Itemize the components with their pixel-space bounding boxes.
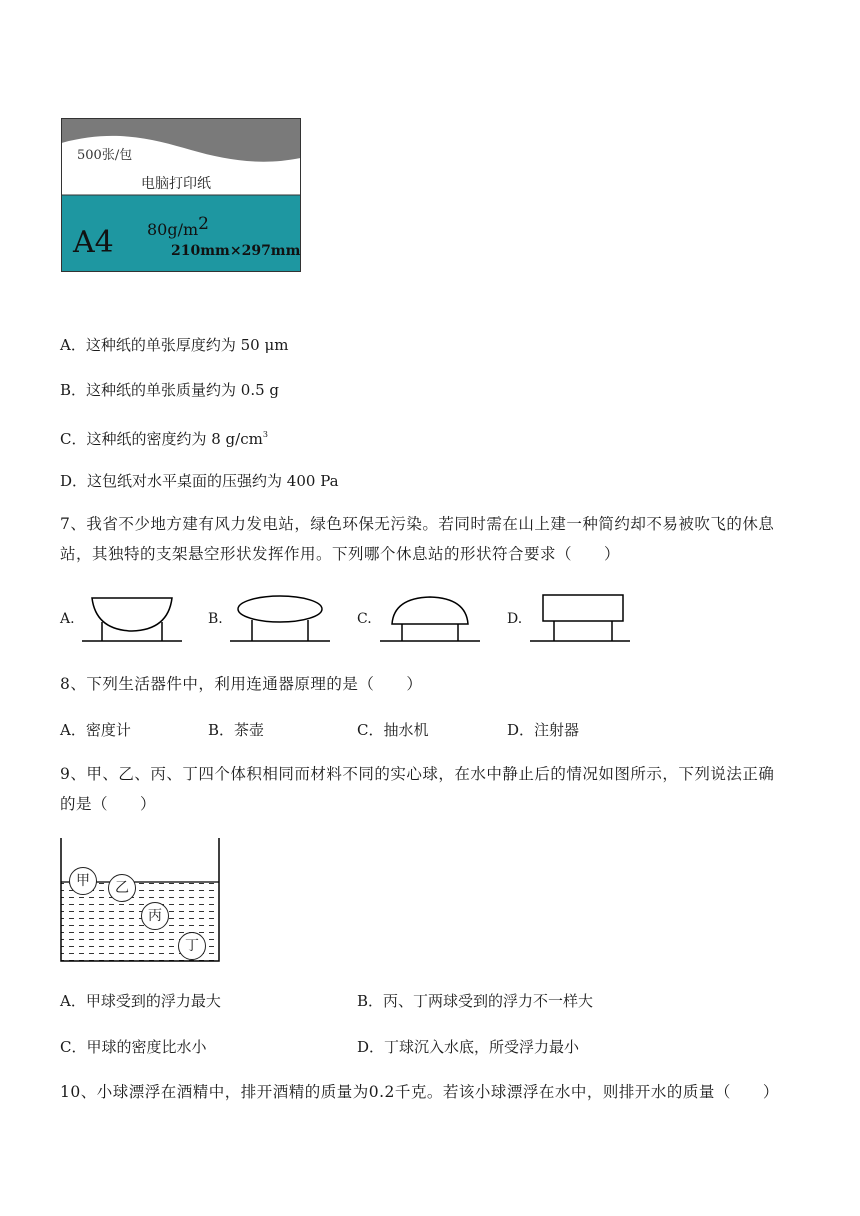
q6-option-a: A．这种纸的单张厚度约为 50 μm — [60, 336, 289, 354]
q8-option-b: B．茶壶 — [208, 721, 265, 739]
package-weight-exp: 2 — [198, 214, 209, 234]
q9-ball-bing-label: 丙 — [148, 908, 162, 924]
q9-ball-yi — [108, 874, 136, 902]
q9-ball-jia — [69, 867, 97, 895]
q6-option-b: B．这种纸的单张质量约为 0.5 g — [60, 381, 280, 399]
q7-option-c-label: C. — [357, 611, 372, 627]
q9-option-d: D．丁球沉入水底，所受浮力最小 — [357, 1038, 580, 1056]
package-weight-base: 80g/m — [147, 220, 199, 239]
paper-package-figure — [61, 118, 301, 272]
q8-option-c: C．抽水机 — [357, 721, 429, 739]
q6-option-c-text: C．这种纸的密度约为 8 g/cm — [60, 430, 263, 448]
package-count-label: 500张/包 — [77, 148, 133, 163]
q6-option-c — [60, 425, 268, 449]
q9-stem-line1: 9、甲、乙、丙、丁四个体积相同而材料不同的实心球，在水中静止后的情况如图所示，下列说法正确 — [60, 765, 775, 783]
q9-container-figure — [58, 838, 222, 964]
package-size-name: A4 — [73, 225, 114, 260]
q7-stem-line2: 站，其独特的支架悬空形状发挥作用。下列哪个休息站的形状符合要求（ ） — [60, 545, 621, 563]
package-product-name: 电脑打印纸 — [141, 176, 211, 192]
q7-stem-line1: 7、我省不少地方建有风力发电站，绿色环保无污染。若同时需在山上建一种简约却不易被吹飞的休息 — [60, 515, 775, 533]
q10-stem: 10、小球漂浮在酒精中，排开酒精的质量为0.2千克。若该小球漂浮在水中，则排开水的质量（ ） — [60, 1083, 779, 1101]
q9-stem-line2: 的是（ ） — [60, 795, 157, 813]
q9-ball-jia-label: 甲 — [76, 873, 90, 889]
package-weight — [147, 214, 209, 239]
q7-shape-c — [380, 594, 480, 646]
q9-ball-bing — [141, 902, 169, 930]
q8-stem: 8、下列生活器件中，利用连通器原理的是（ ） — [60, 675, 423, 693]
q9-option-b: B．丙、丁两球受到的浮力不一样大 — [357, 992, 594, 1010]
q7-shape-d — [530, 594, 630, 646]
q6-option-c-sup: 3 — [262, 430, 268, 439]
q9-option-c: C．甲球的密度比水小 — [60, 1038, 207, 1056]
q6-option-d: D．这包纸对水平桌面的压强约为 400 Pa — [60, 472, 339, 490]
q9-ball-yi-label: 乙 — [115, 880, 129, 896]
q7-shape-a — [82, 594, 182, 646]
q9-ball-ding — [178, 932, 206, 960]
q8-option-a: A．密度计 — [60, 721, 131, 739]
package-dimensions: 210mm×297mm — [171, 243, 301, 259]
q9-ball-ding-label: 丁 — [185, 938, 199, 954]
q8-option-d: D．注射器 — [507, 721, 580, 739]
q9-option-a: A．甲球受到的浮力最大 — [60, 992, 221, 1010]
q7-option-a-label: A. — [60, 611, 75, 627]
q7-option-b-label: B. — [208, 611, 223, 627]
q7-option-d-label: D. — [507, 611, 523, 627]
q7-shape-b — [230, 594, 330, 646]
